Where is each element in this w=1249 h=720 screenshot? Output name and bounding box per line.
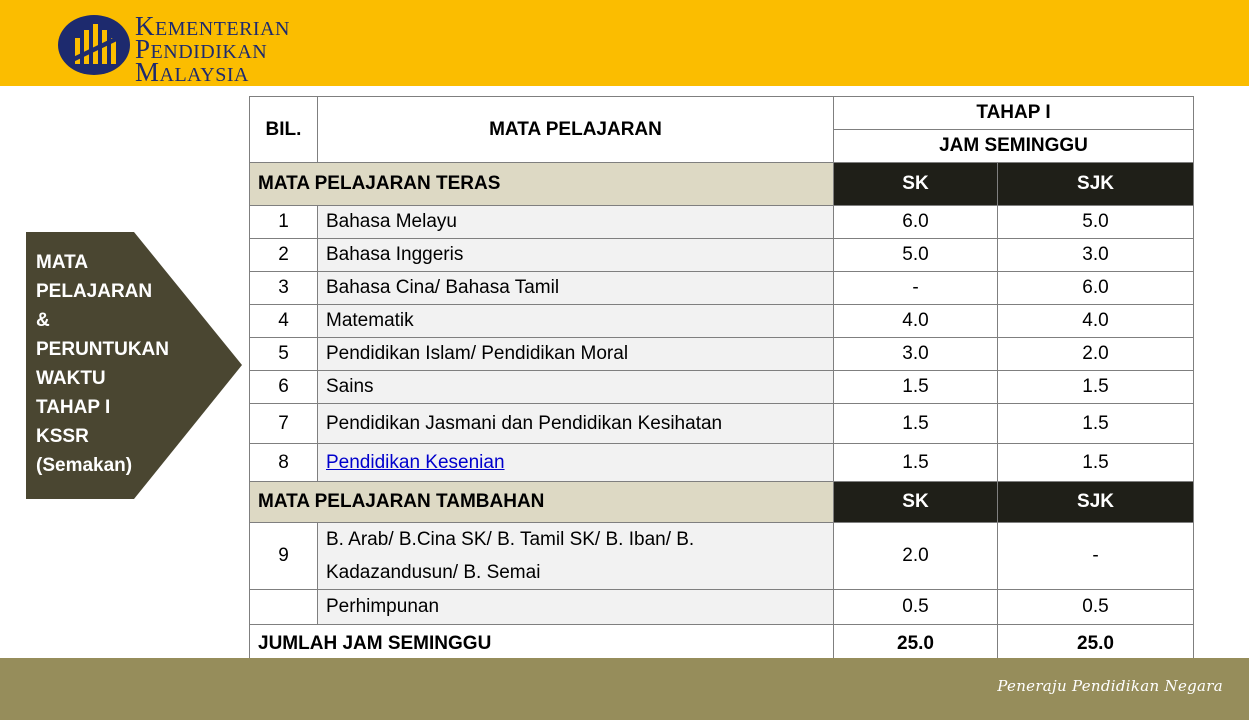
row-subject: Matematik — [318, 305, 834, 338]
total-row — [250, 625, 1194, 663]
table-row — [250, 523, 1194, 590]
section-sjk-header: SJK — [998, 163, 1194, 206]
row-sk-hours: - — [834, 272, 998, 305]
table-row — [250, 272, 1194, 305]
table-header-row — [250, 97, 1194, 130]
footer-tagline: Peneraju Pendidikan Negara — [997, 677, 1223, 695]
row-subject — [318, 444, 834, 482]
row-sk-hours: 5.0 — [834, 239, 998, 272]
row-number: 7 — [250, 404, 318, 444]
section-sk-header: SK — [834, 163, 998, 206]
total-label: JUMLAH JAM SEMINGGU — [250, 625, 834, 663]
row-number: 2 — [250, 239, 318, 272]
subject-link-kesenian[interactable]: Pendidikan Kesenian — [326, 451, 505, 473]
row-number: 6 — [250, 371, 318, 404]
row-sjk-hours: 4.0 — [998, 305, 1194, 338]
row-sk-hours: 3.0 — [834, 338, 998, 371]
row-number: 5 — [250, 338, 318, 371]
table-row — [250, 239, 1194, 272]
row-sjk-hours: - — [998, 523, 1194, 590]
row-subject: Bahasa Cina/ Bahasa Tamil — [318, 272, 834, 305]
sidebar-line: (Semakan) — [36, 455, 133, 476]
section-sk-header: SK — [834, 482, 998, 523]
total-sjk-hours: 25.0 — [998, 625, 1194, 663]
header-bil: BIL. — [250, 97, 318, 163]
table-row — [250, 338, 1194, 371]
table-row — [250, 305, 1194, 338]
header-subject: MATA PELAJARAN — [318, 97, 834, 163]
sidebar-line: WAKTU — [36, 368, 106, 389]
row-sk-hours: 1.5 — [834, 371, 998, 404]
header-hours: JAM SEMINGGU — [834, 130, 1194, 163]
sidebar-line: PERUNTUKAN — [36, 339, 169, 360]
row-subject: Perhimpunan — [318, 590, 834, 625]
row-sjk-hours: 2.0 — [998, 338, 1194, 371]
row-sk-hours: 4.0 — [834, 305, 998, 338]
row-sk-hours: 1.5 — [834, 444, 998, 482]
row-subject: Pendidikan Jasmani dan Pendidikan Kesihatan — [318, 404, 834, 444]
table-row — [250, 444, 1194, 482]
section-label-extra: MATA PELAJARAN TAMBAHAN — [250, 482, 834, 523]
row-number: 1 — [250, 206, 318, 239]
sidebar-line: TAHAP I — [36, 397, 111, 418]
row-sjk-hours: 0.5 — [998, 590, 1194, 625]
row-sk-hours: 0.5 — [834, 590, 998, 625]
sidebar-line: KSSR — [36, 426, 89, 447]
ministry-emblem-icon — [57, 14, 131, 76]
row-number — [250, 590, 318, 625]
row-sk-hours: 6.0 — [834, 206, 998, 239]
row-sjk-hours: 1.5 — [998, 371, 1194, 404]
brand-line-2: PENDIDIKAN — [135, 34, 268, 64]
brand-line-3: MALAYSIA — [135, 57, 249, 87]
row-sjk-hours: 5.0 — [998, 206, 1194, 239]
sidebar-title — [36, 248, 186, 480]
section-row-extra — [250, 482, 1194, 523]
table-row — [250, 206, 1194, 239]
sidebar-line: PELAJARAN — [36, 281, 153, 302]
table-row — [250, 590, 1194, 625]
row-subject: B. Arab/ B.Cina SK/ B. Tamil SK/ B. Iban/ B. Kadazandusun/ B. Semai — [318, 523, 834, 590]
footer-bar — [0, 658, 1249, 720]
section-label-core: MATA PELAJARAN TERAS — [250, 163, 834, 206]
section-row-core — [250, 163, 1194, 206]
ministry-name — [135, 11, 290, 87]
row-number: 9 — [250, 523, 318, 590]
row-number: 8 — [250, 444, 318, 482]
sidebar-line: & — [36, 310, 50, 331]
row-sk-hours: 2.0 — [834, 523, 998, 590]
row-sk-hours: 1.5 — [834, 404, 998, 444]
row-subject: Pendidikan Islam/ Pendidikan Moral — [318, 338, 834, 371]
header-level: TAHAP I — [834, 97, 1194, 130]
table-row — [250, 371, 1194, 404]
section-sjk-header: SJK — [998, 482, 1194, 523]
row-sjk-hours: 1.5 — [998, 404, 1194, 444]
row-sjk-hours: 3.0 — [998, 239, 1194, 272]
row-number: 3 — [250, 272, 318, 305]
total-sk-hours: 25.0 — [834, 625, 998, 663]
row-sjk-hours: 1.5 — [998, 444, 1194, 482]
row-subject: Bahasa Melayu — [318, 206, 834, 239]
subject-hours-table — [249, 96, 1194, 663]
table-row — [250, 404, 1194, 444]
brand-line-1: KEMENTERIAN — [135, 11, 290, 41]
sidebar-line: MATA — [36, 252, 89, 273]
row-subject: Bahasa Inggeris — [318, 239, 834, 272]
row-sjk-hours: 6.0 — [998, 272, 1194, 305]
row-subject: Sains — [318, 371, 834, 404]
row-number: 4 — [250, 305, 318, 338]
header-bar — [0, 0, 1249, 86]
